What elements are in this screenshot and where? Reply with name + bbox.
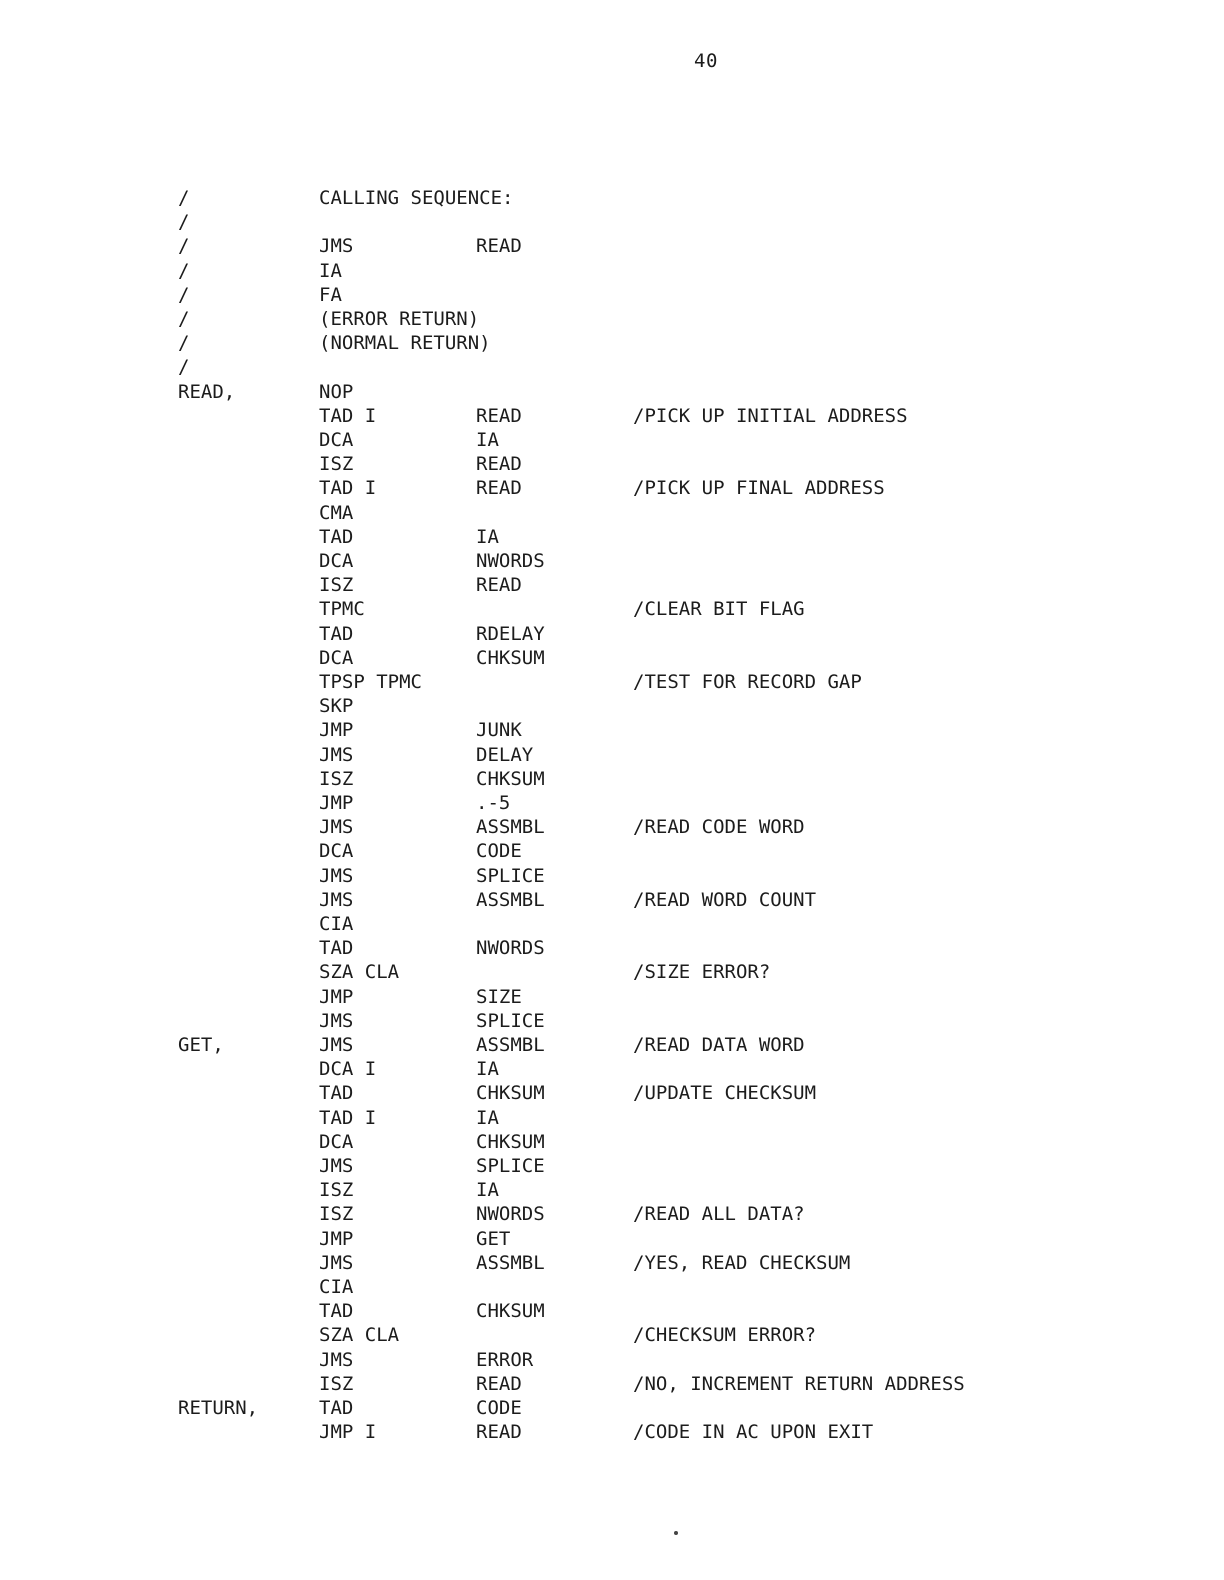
line-label: / — [178, 308, 190, 330]
listing-line — [0, 646, 1224, 670]
line-comment: /READ DATA WORD — [633, 1034, 805, 1056]
scan-speck — [674, 1531, 678, 1535]
listing-line — [0, 1106, 1224, 1130]
line-operand: IA — [476, 1058, 499, 1081]
line-opcode: DCA I — [319, 1058, 377, 1081]
line-operand: CODE — [476, 1397, 522, 1419]
line-operand: NWORDS — [476, 937, 545, 960]
listing-line — [0, 1033, 1224, 1057]
line-opcode: TAD — [319, 1397, 354, 1419]
line-opcode: CMA — [319, 501, 354, 524]
line-opcode: SKP — [319, 695, 354, 718]
line-operand: CHKSUM — [476, 1082, 545, 1105]
listing-line — [0, 549, 1224, 573]
line-comment: /READ CODE WORD — [633, 816, 805, 839]
listing-line — [0, 1154, 1224, 1178]
line-comment: /CLEAR BIT FLAG — [633, 598, 805, 621]
line-opcode: FA — [319, 283, 342, 306]
listing-line — [0, 501, 1224, 525]
page-number: 40 — [694, 50, 718, 72]
line-operand: ASSMBL — [476, 1251, 545, 1274]
line-comment: /YES, READ CHECKSUM — [633, 1251, 851, 1274]
listing-line — [0, 186, 1224, 210]
line-comment: /READ WORD COUNT — [633, 888, 817, 911]
line-opcode: DCA — [319, 550, 354, 572]
listing-line — [0, 1396, 1224, 1420]
listing-line — [0, 985, 1224, 1009]
listing-line — [0, 355, 1224, 379]
listing-line — [0, 622, 1224, 646]
line-label: / — [178, 235, 190, 258]
listing-line — [0, 936, 1224, 960]
listing-line — [0, 1275, 1224, 1299]
line-operand: IA — [476, 525, 499, 548]
line-label: / — [178, 259, 190, 282]
line-comment: /CODE IN AC UPON EXIT — [633, 1421, 874, 1444]
listing-line — [0, 815, 1224, 839]
listing-line — [0, 1057, 1224, 1081]
line-comment: /TEST FOR RECORD GAP — [633, 671, 862, 693]
line-operand: READ — [476, 477, 522, 500]
line-label: READ, — [178, 380, 236, 403]
line-opcode: TAD I — [319, 1106, 377, 1129]
listing-line — [0, 864, 1224, 888]
line-operand: CHKSUM — [476, 1130, 545, 1153]
listing-line — [0, 452, 1224, 476]
line-operand: RDELAY — [476, 622, 545, 645]
line-opcode: TAD — [319, 622, 354, 645]
line-opcode: (NORMAL RETURN) — [319, 332, 491, 355]
listing-line — [0, 1348, 1224, 1372]
line-operand: READ — [476, 453, 522, 476]
listing-line — [0, 307, 1224, 331]
line-comment: /PICK UP INITIAL ADDRESS — [633, 404, 908, 427]
listing-line — [0, 718, 1224, 742]
listing-line — [0, 1081, 1224, 1105]
line-opcode: ISZ — [319, 1179, 354, 1202]
listing-line — [0, 743, 1224, 767]
line-operand: ASSMBL — [476, 1034, 545, 1056]
line-opcode: TAD — [319, 525, 354, 548]
listing-line — [0, 960, 1224, 984]
listing-line — [0, 839, 1224, 863]
line-operand: CODE — [476, 840, 522, 863]
listing-line — [0, 1130, 1224, 1154]
line-opcode: IA — [319, 259, 342, 282]
line-opcode: JMS — [319, 888, 354, 911]
listing-line — [0, 1323, 1224, 1347]
line-operand: READ — [476, 235, 522, 258]
line-opcode: JMP — [319, 1227, 354, 1250]
listing-line — [0, 428, 1224, 452]
line-opcode: ISZ — [319, 574, 354, 597]
line-operand: READ — [476, 404, 522, 427]
line-comment: /NO, INCREMENT RETURN ADDRESS — [633, 1372, 965, 1395]
listing-line — [0, 767, 1224, 791]
line-opcode: JMS — [319, 816, 354, 839]
line-operand: JUNK — [476, 719, 522, 742]
listing-line — [0, 670, 1224, 694]
line-opcode: TAD — [319, 937, 354, 960]
line-comment: /UPDATE CHECKSUM — [633, 1082, 817, 1105]
line-opcode: DCA — [319, 646, 354, 669]
line-label: RETURN, — [178, 1397, 259, 1419]
line-operand: DELAY — [476, 743, 534, 766]
line-operand: SPLICE — [476, 1009, 545, 1032]
listing-line — [0, 404, 1224, 428]
line-operand: IA — [476, 429, 499, 451]
line-opcode: CALLING SEQUENCE: — [319, 187, 514, 209]
line-opcode: DCA — [319, 1130, 354, 1153]
line-opcode: (ERROR RETURN) — [319, 308, 480, 330]
line-opcode: ISZ — [319, 767, 354, 790]
line-label: / — [178, 332, 190, 355]
line-operand: READ — [476, 574, 522, 597]
listing-line — [0, 1227, 1224, 1251]
listing-line — [0, 1009, 1224, 1033]
line-opcode: DCA — [319, 429, 354, 451]
listing-line — [0, 476, 1224, 500]
listing-line — [0, 234, 1224, 258]
line-opcode: JMP — [319, 719, 354, 742]
line-operand: CHKSUM — [476, 767, 545, 790]
line-opcode: JMS — [319, 235, 354, 258]
line-opcode: JMS — [319, 743, 354, 766]
line-opcode: SZA CLA — [319, 961, 400, 984]
listing-line — [0, 1178, 1224, 1202]
line-opcode: JMS — [319, 1348, 354, 1371]
line-comment: /PICK UP FINAL ADDRESS — [633, 477, 885, 500]
line-label: / — [178, 283, 190, 306]
line-opcode: SZA CLA — [319, 1324, 400, 1347]
listing-line — [0, 573, 1224, 597]
listing-line — [0, 380, 1224, 404]
line-opcode: JMP I — [319, 1421, 377, 1444]
line-opcode: JMS — [319, 1009, 354, 1032]
line-operand: NWORDS — [476, 1203, 545, 1226]
listing-line — [0, 283, 1224, 307]
line-operand: ERROR — [476, 1348, 534, 1371]
line-operand: SPLICE — [476, 864, 545, 887]
line-operand: NWORDS — [476, 550, 545, 572]
listing-line — [0, 210, 1224, 234]
listing-line — [0, 525, 1224, 549]
listing-line — [0, 1251, 1224, 1275]
line-opcode: DCA — [319, 840, 354, 863]
line-opcode: JMS — [319, 1034, 354, 1056]
line-operand: IA — [476, 1106, 499, 1129]
line-label: / — [178, 187, 190, 209]
line-opcode: JMP — [319, 985, 354, 1008]
line-operand: GET — [476, 1227, 511, 1250]
line-opcode: ISZ — [319, 1372, 354, 1395]
line-operand: SPLICE — [476, 1155, 545, 1177]
line-opcode: JMS — [319, 1251, 354, 1274]
line-operand: ASSMBL — [476, 816, 545, 839]
line-opcode: ISZ — [319, 1203, 354, 1226]
listing-line — [0, 1372, 1224, 1396]
line-operand: CHKSUM — [476, 646, 545, 669]
listing-line — [0, 331, 1224, 355]
listing-line — [0, 1299, 1224, 1323]
line-opcode: TAD I — [319, 404, 377, 427]
line-opcode: NOP — [319, 380, 354, 403]
listing-line — [0, 597, 1224, 621]
line-opcode: JMP — [319, 792, 354, 814]
line-opcode: JMS — [319, 1155, 354, 1177]
listing-line — [0, 694, 1224, 718]
line-label: GET, — [178, 1034, 224, 1056]
line-comment: /READ ALL DATA? — [633, 1203, 805, 1226]
line-opcode: TPSP TPMC — [319, 671, 422, 693]
line-comment: /SIZE ERROR? — [633, 961, 771, 984]
line-opcode: TAD I — [319, 477, 377, 500]
listing-line — [0, 912, 1224, 936]
line-comment: /CHECKSUM ERROR? — [633, 1324, 817, 1347]
listing-line — [0, 1420, 1224, 1444]
line-opcode: TAD — [319, 1300, 354, 1323]
line-opcode: CIA — [319, 1276, 354, 1298]
listing-line — [0, 888, 1224, 912]
line-operand: CHKSUM — [476, 1300, 545, 1323]
listing-line — [0, 791, 1224, 815]
line-operand: ASSMBL — [476, 888, 545, 911]
line-opcode: JMS — [319, 864, 354, 887]
line-operand: READ — [476, 1421, 522, 1444]
listing-line — [0, 1202, 1224, 1226]
line-label: / — [178, 211, 190, 234]
line-operand: READ — [476, 1372, 522, 1395]
line-opcode: TAD — [319, 1082, 354, 1105]
listing-line — [0, 259, 1224, 283]
line-operand: SIZE — [476, 985, 522, 1008]
line-operand: IA — [476, 1179, 499, 1202]
line-opcode: CIA — [319, 913, 354, 935]
line-label: / — [178, 356, 190, 379]
line-operand: .-5 — [476, 792, 511, 814]
line-opcode: ISZ — [319, 453, 354, 476]
line-opcode: TPMC — [319, 598, 365, 621]
